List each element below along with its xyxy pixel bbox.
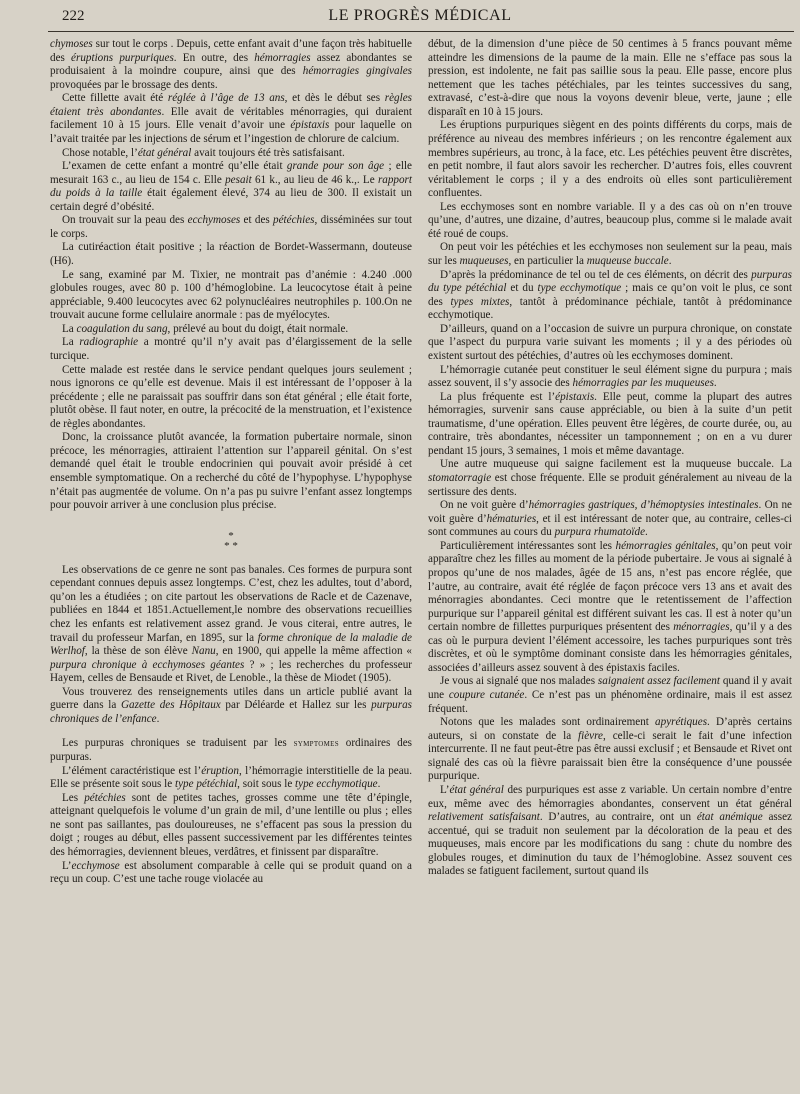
text-run: quand il y avait une	[428, 675, 792, 701]
text-run: . D’après certains auteurs, si on constate de la	[428, 716, 792, 742]
paragraph	[50, 323, 412, 337]
text-run: des purpuriques est asse z variable. Un certain nombre d’entre eux, même avec des hémorragies abondantes, conservent un état général	[428, 783, 792, 810]
text-run: pour laquelle on l’avait traitée par les injections de sérum et l’ingestion de chlorure de calcium.	[50, 119, 412, 145]
text-run: Les purpuras chroniques se traduisent par les	[62, 737, 294, 750]
right-column	[428, 38, 792, 879]
italic-text: apyrétiques	[655, 716, 708, 729]
italic-text: rapport du poids à la taille	[50, 173, 412, 200]
text-run: Le sang, examiné par M. Tixier, ne montrait pas d’anémie : 4.240 .000 globules rouges, avec 80 p. 100 d’hémoglobine. La leucocytose était à peine appréciable, 9.400 leucocytes avec 62 polynucléaires neutrophiles p. 100.On ne trouvait aucune forme cellulaire anormale : pas de myélocytes.	[50, 268, 412, 322]
italic-text: fièvre	[578, 729, 603, 742]
italic-text: forme chronique de la maladie de Werlhof	[50, 631, 412, 658]
paragraph	[50, 737, 412, 764]
paragraph	[428, 269, 792, 323]
text-run: , qu’on peut voir apparaître chez les filles au moment de la période pubertaire. Je vous ai signalé à propos qu’une de nos malades, âgée de 15 ans, n’est pas encore réglée, que l’autre, au contraire, avait été réglée de façon précoce vers 13 ans et avait des ménorragies abondantes. Ceci montre que le retentissement de l’affection purpurique sur l’appareil génital est différent suivant les cas. Il est à noter qu’un certain nombre de fillettes purpuriques présentent des	[428, 539, 792, 634]
paragraph	[428, 716, 792, 784]
paragraph	[428, 119, 792, 200]
text-run: . D’autres, au contraire, ont un	[539, 811, 697, 824]
text-run: . Ce n’est pas un phénomène ordinaire, mais il est assez fréquent.	[428, 689, 792, 715]
text-run: . Elle avait de véritables ménorragies, qui duraient facilement 10 à 15 jours. Elle venait d’avoir une	[50, 105, 412, 132]
text-run: Une autre muqueuse qui saigne facilement est la muqueuse buccale. La	[440, 458, 792, 471]
italic-text: stomatorragie	[428, 472, 492, 484]
text-run: Notons que les malades sont ordinairement	[440, 716, 656, 729]
italic-text: purpuras du type pétéchial	[428, 268, 792, 295]
text-run: , l’hémorragie interstitielle de la peau. Elle se présente soit sous le	[50, 764, 413, 791]
text-run: . Elle peut, comme la plupart des autres hémorragies, survenir sans cause appréciable, ou bien à la suite d’un petit traumatisme, d’une opération. Elles peuvent être légères, de courte durée, ou, au contraire, très abondantes, nécessiter un tamponnement ; on en a vu durer pendant 15 jours, 3 semaines, 1 mois et même davantage.	[428, 390, 793, 457]
text-run: ? » ; les recherches du professeur Hayem, celles de Bensaude et Rivet, de Lenoble., la thèse de Miodet (1905).	[50, 658, 412, 685]
page-header	[48, 6, 792, 30]
paragraph	[50, 364, 412, 432]
paragraph	[428, 323, 792, 364]
paragraph	[428, 540, 792, 676]
text-run: assez accentué, qui se traduit non seulement par la décoloration de la peau et des muqueuses, mais encore par les modifications du sang : chute du nombre des globules rouges, et diminution du taux de l’hémoglobine. Assez souvent ces malades se fatiguent facilement, surtout quand ils	[428, 811, 792, 878]
text-run: Je vous ai signalé que nos malades	[440, 675, 598, 688]
paragraph	[428, 784, 792, 879]
italic-text: muqueuses	[459, 255, 509, 267]
text-run: . On ne voit guère d’	[428, 499, 792, 525]
text-run: est chose fréquente. Elle se produit généralement au niveau de la sertissure des dents.	[428, 472, 792, 498]
italic-text: réglée à l’âge de 13 ans	[167, 92, 285, 105]
paragraph	[428, 391, 792, 459]
italic-text: coupure cutanée	[448, 689, 525, 701]
text-run: .	[377, 778, 381, 791]
text-run: Les observations de ce genre ne sont pas banales. Ces formes de purpura sont cependant connues depuis assez longtemps. C’est, chez les adultes, tout d’abord, qu’on les a étudiées ; on cite partout les observations de Racle et de Cazenave, publiées en 1844 et 1851.Actuellement,le nombre des observations recueillies chez les enfants est relativement assez grand. Je vous citerai, entre autres, le travail du professeur Marfan, en 1895, sur la	[50, 563, 412, 644]
italic-text: épistaxis	[555, 390, 595, 403]
text-run: , la thèse de son élève	[84, 645, 192, 658]
text-run: La	[62, 336, 80, 349]
italic-text: pétéchies	[273, 214, 315, 227]
paragraph	[50, 214, 412, 241]
text-run: et du	[506, 282, 538, 295]
italic-text: éruption	[201, 764, 239, 777]
text-run: L’	[62, 859, 72, 872]
italic-text: hémorragies gastriques, d’hémoptysies intestinales	[528, 499, 759, 512]
italic-text: épistaxis	[290, 119, 330, 132]
paragraph	[50, 336, 412, 363]
paragraph	[428, 499, 792, 540]
paragraph	[50, 38, 412, 92]
left-column	[50, 38, 412, 887]
italic-text: saignaient assez facilement	[597, 675, 720, 688]
italic-text: chymoses	[50, 38, 93, 50]
italic-text: Nanu	[191, 645, 216, 658]
text-run: Les éruptions purpuriques siègent en des points différents du corps, mais de préférence au niveau des membres inférieurs ; on les rencontre également aux membres supérieurs, au tronc, à la face, etc. Les pétéchies peuvent être discrètes, en petit nombre, il faut alors savoir les rechercher. D’autres fois, elles couvrent véritablement le corps ; il y a des endroits où elles sont particulièrement confluentes.	[428, 119, 792, 200]
paragraph	[50, 147, 412, 161]
text-run: L’	[440, 783, 450, 796]
paragraph	[428, 458, 792, 499]
italic-text: éruptions purpuriques	[71, 51, 174, 64]
separator-stars: *	[228, 529, 234, 542]
section-separator	[50, 531, 412, 551]
text-run: On trouvait sur la peau des	[62, 214, 188, 227]
italic-text: Gazette des Hôpitaux	[121, 699, 221, 712]
paragraph	[428, 38, 792, 119]
italic-text: type pétéchial	[175, 778, 238, 791]
italic-text: purpuras chroniques de l’enfance	[50, 699, 412, 725]
paragraph	[50, 269, 412, 323]
italic-text: ecchymoses	[187, 214, 241, 227]
text-run: sont de petites taches, grosses comme une tête d’épingle, atteignant quelquefois le volume d’un grain de mil, d’une lentille ou plus ; elles ne sont pas saillantes, pas douloureuses, ne s’effacent pas sous la pression du doigt ; rouges au début, elles passent successivement par les différentes teintes des hémorragies, deviennent bleues, verdâtres, et finissent par disparaître.	[50, 791, 413, 858]
text-run: D’après la prédominance de tel ou tel de ces éléments, on décrit des	[440, 268, 752, 281]
text-run: , soit sous le	[237, 778, 296, 791]
text-run: L’élément caractéristique est l’	[62, 764, 202, 777]
italic-text: muqueuse buccale	[586, 255, 669, 267]
text-run: Particulièrement intéressantes sont les	[440, 539, 616, 552]
paragraph	[50, 431, 412, 512]
paragraph	[50, 564, 412, 686]
text-run: avait toujours été très satisfaisant.	[191, 146, 345, 159]
text-run: .	[645, 526, 648, 539]
text-run: Les ecchymoses sont en nombre variable. Il y a des cas où on n’en trouve qu’une, d’autres, une dizaine, d’autres, beaucoup plus, comme si le malade avait été roué de coups.	[428, 200, 792, 240]
text-run: D’ailleurs, quand on a l’occasion de suivre un purpura chronique, on constate que l’aspect du purpura varie suivant les moments ; il y a des périodes où existent surtout des pétéchies, d’autres où les ecchymoses dominent.	[428, 322, 792, 362]
italic-text: hémorragies génitales	[615, 539, 716, 552]
text-run: L’examen de cette enfant a montré qu’elle était	[62, 160, 287, 173]
italic-text: ménorragies	[673, 621, 730, 634]
text-run: La	[62, 322, 77, 335]
paragraph	[428, 241, 792, 268]
text-run: La cutiréaction était positive ; la réaction de Bordet-Wassermann, douteuse (H6).	[50, 241, 412, 267]
text-run: , en 1900, qui appelle la même affection «	[215, 645, 413, 658]
italic-text: relativement satisfaisant	[428, 811, 540, 824]
italic-text: purpura rhumatoïde	[554, 526, 646, 539]
paragraph	[428, 364, 792, 391]
text-run: La plus fréquente est l’	[440, 390, 556, 403]
paragraph	[50, 160, 412, 214]
italic-text: hémorragies gingivales	[302, 65, 412, 78]
italic-text: hématuries	[486, 512, 537, 525]
italic-text: purpura chronique à ecchymoses géantes	[50, 658, 245, 671]
text-run: ; mais ce qu’on voit le plus, ce sont des	[428, 282, 792, 308]
text-run: . En outre, des	[173, 51, 255, 64]
paragraph	[428, 201, 792, 242]
text-run: , celle-ci serait le fait d’une infection intercurrente. Il ne faut peut-être pas être aussi exclusif ; et Bensaude et Rivet ont signalé des cas où la fièvre paraissait bien être la conséquence d’une poussée purpurique.	[428, 729, 792, 783]
text-run: Cette fillette avait été	[62, 92, 168, 105]
italic-text: pétéchies	[84, 791, 126, 804]
text-run: par Déléarde et Hallez sur les	[220, 699, 372, 712]
text-run: On peut voir les pétéchies et les ecchymoses non seulement sur la peau, mais sur les	[428, 241, 792, 267]
text-run: , et il est intéressant de noter que, au contraire, celles-ci sont communes au cours du	[428, 512, 792, 539]
italic-text: état anémique	[696, 811, 763, 824]
text-run: ordinaires des purpuras.	[50, 737, 412, 763]
text-run: , prélevé au bout du doigt, était normale.	[167, 322, 349, 335]
journal-title: LE PROGRÈS MÉDICAL	[328, 7, 512, 24]
text-run: est absolument comparable à celle qui se produit quand on a reçu un coup. C’est une tache rouge violacée au	[50, 859, 412, 886]
italic-text: type ecchymotique	[295, 778, 378, 791]
text-run: , en particulier la	[508, 255, 587, 267]
page-number: 222	[62, 8, 85, 24]
italic-text: ecchymose	[71, 859, 120, 872]
italic-text: coagulation du sang	[76, 322, 168, 335]
italic-text: état général	[449, 783, 504, 796]
italic-text: règles étaient très abondantes	[50, 92, 412, 118]
italic-text: hémorragies	[254, 51, 311, 64]
text-run: a montré qu’il n’y avait pas d’élargissement de la selle turcique.	[50, 336, 412, 362]
small-caps-text: symptomes	[293, 738, 339, 750]
italic-text: radiographie	[79, 336, 139, 349]
paragraph	[428, 675, 792, 716]
paragraph	[50, 792, 412, 860]
text-run: et des	[240, 214, 274, 227]
text-run: , qu’il y a des cas où le purpura devient l’élément accessoire, les taches purpuriques sont très discrètes, et où le symptôme dominant consiste dans les hémorragies génitales, associées d’ailleurs assez souvent à des épistaxis faciles.	[428, 621, 792, 674]
paragraph	[50, 860, 412, 887]
italic-text: hémorragies par les muqueuses	[572, 377, 714, 390]
text-run: provoquées par le brossage des dents.	[50, 78, 218, 91]
text-run: ; elle mesurait 163 c., au lieu de 154 c. Elle	[50, 160, 412, 186]
text-run: , et dès le début ses	[284, 92, 385, 105]
text-run: .	[713, 377, 717, 390]
italic-text: types mixtes	[450, 295, 510, 308]
text-run: Donc, la croissance plutôt avancée, la formation pubertaire normale, sinon précoce, les ménorragies, attiraient l’attention sur l’appareil génital. On s’est demandé quel était le trouble endocrinien qui pouvait avoir présidé à cet ensemble symptomatique. On a recherché du côté de l’hypophyse. L’hypophyse n’était pas augmentée de volume. On n’a pas pu suivre l’enfant assez longtemps pour pouvoir arriver à une conclusion plus précise.	[50, 431, 412, 512]
paragraph	[50, 241, 412, 268]
italic-text: grande pour son âge	[286, 160, 385, 173]
text-run: Chose notable, l’	[62, 146, 138, 159]
text-run: L’hémorragie cutanée peut constituer le seul élément signe du purpura ; mais assez souvent, il s’y associe des	[428, 363, 792, 390]
text-run: .	[668, 255, 672, 267]
text-run: On ne voit guère d’	[440, 499, 529, 512]
text-run: sur tout le corps . Depuis, cette enfant avait d’une façon très habituelle des	[50, 38, 412, 64]
paragraph	[50, 686, 412, 727]
italic-text: pesait	[225, 173, 252, 186]
header-rule	[48, 31, 794, 32]
text-run: début, de la dimension d’une pièce de 50 centimes à 5 francs pouvant même atteindre les dimensions de la paume de la main. Elle ne s’efface pas sous la pression, est indolente, ne fait pas saillie sous la peau. Elle passe, encore plus nettement que les taches pétéchiales, par les teintes successives du sang, extravasé, c’est-à-dire que nous la voyons devenir bleue, verte, jaune ; elle disparaît en 10 à 15 jours.	[428, 38, 792, 118]
italic-text: état général	[137, 146, 192, 159]
text-run: , disséminées sur tout le corps.	[50, 214, 412, 240]
text-run: Les	[62, 791, 85, 804]
italic-text: type ecchymotique	[537, 282, 622, 295]
text-run: Vous trouverez des renseignements utiles dans un article publié avant la guerre dans la	[50, 685, 412, 712]
text-run: était également élevé, 374 au lieu de 300. Il existait un certain degré d’obésité.	[50, 187, 413, 213]
separator-stars: * *	[224, 539, 238, 552]
paragraph	[50, 765, 412, 792]
text-run: assez abondantes se produisaient à la moindre coupure, ainsi que des	[50, 51, 413, 78]
paragraph	[50, 92, 412, 146]
text-run: Cette malade est restée dans le service pendant quelques jours seulement ; nous ignorons ce qu’elle est devenue. Mais il est intéressant de l’opposer à la précédente ; elle ne paraissait pas souffrir dans son état général ; elle était forte, plutôt obèse. Il faut noter, en outre, la précocité de la menstruation, et l’existence de règles abondantes.	[50, 363, 412, 430]
text-run: 61 k., au lieu de 46 k.,. Le	[251, 173, 378, 186]
text-run: .	[156, 712, 160, 725]
text-run: , tantôt à prédominance péchiale, tantôt à prédominance ecchymotique.	[428, 295, 792, 322]
